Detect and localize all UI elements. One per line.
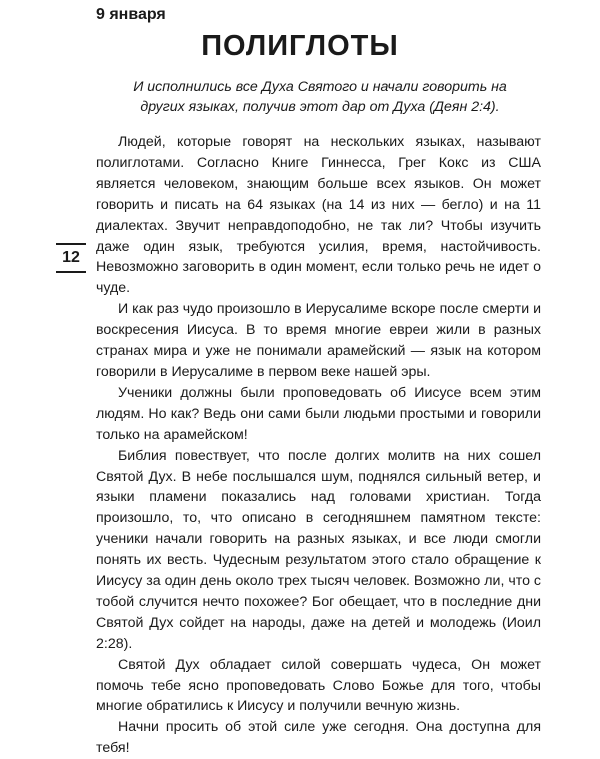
page-number: 12 xyxy=(62,249,80,266)
body-paragraph: И как раз чудо произошло в Иерусалиме вскоре после смерти и воскресения Иисуса. В то время многие евреи жили в разных странах мира и уже не понимали арамейский — язык на котором говорили в Иерусалиме в первом веке нашей эры. xyxy=(96,301,542,380)
page-title: ПОЛИГЛОТЫ xyxy=(201,30,399,62)
page-number-bottom-rule xyxy=(56,271,86,273)
body-paragraph: Людей, которые говорят на нескольких языках, называют полиглотами. Согласно Книге Гиннесса, Грег Кокс из США является человеком, знающим больше всех языков. Он может говорить и писать на 64 языках (на 14 из них — бегло) и на 11 диалектах. Звучит неправдоподобно, не так ли? Чтобы изучить даже один язык, требуются усилия, время, настойчивость. Невозможно заговорить в один момент, если только речь не идет о чуде. xyxy=(96,134,541,297)
body-paragraph: Ученики должны были проповедовать об Иисусе всем этим людям. Но как? Ведь они сами были людьми простыми и говорили только на арамейском! xyxy=(96,384,541,443)
epigraph-verse: И исполнились все Духа Святого и начали говорить на других языках, получив этот дар от Духа (Деян 2:4). xyxy=(133,79,507,115)
date-heading: 9 января xyxy=(96,6,166,23)
article-body xyxy=(96,132,541,759)
body-paragraph: Начни просить об этой силе уже сегодня. Она доступна для тебя! xyxy=(96,719,541,757)
body-paragraph: Библия повествует, что после долгих молитв на них сошел Святой Дух. В небе послышался шум, поднялся сильный ветер, и языки пламени показались над головами христиан. Тогда произошло, то, что описано в сегодняшнем памятном тексте: ученики начали говорить на разных языках, и все люди смогли понять их весть. Чудесным результатом этого стало обращение к Иисусу за один день около трех тысяч человек. Возможно ли, что с тобой случится нечто похожее? Бог обещает, что в последние дни Святой Дух сойдет на народы, даже на детей и молодежь (Иоил 2:28). xyxy=(96,447,542,652)
page-number-marker xyxy=(54,243,88,273)
body-paragraph: Святой Дух обладает силой совершать чудеса, Он может помочь тебе ясно проповедовать Слово Божье для того, чтобы многие обратились к Иисусу и получили вечную жизнь. xyxy=(96,656,541,715)
